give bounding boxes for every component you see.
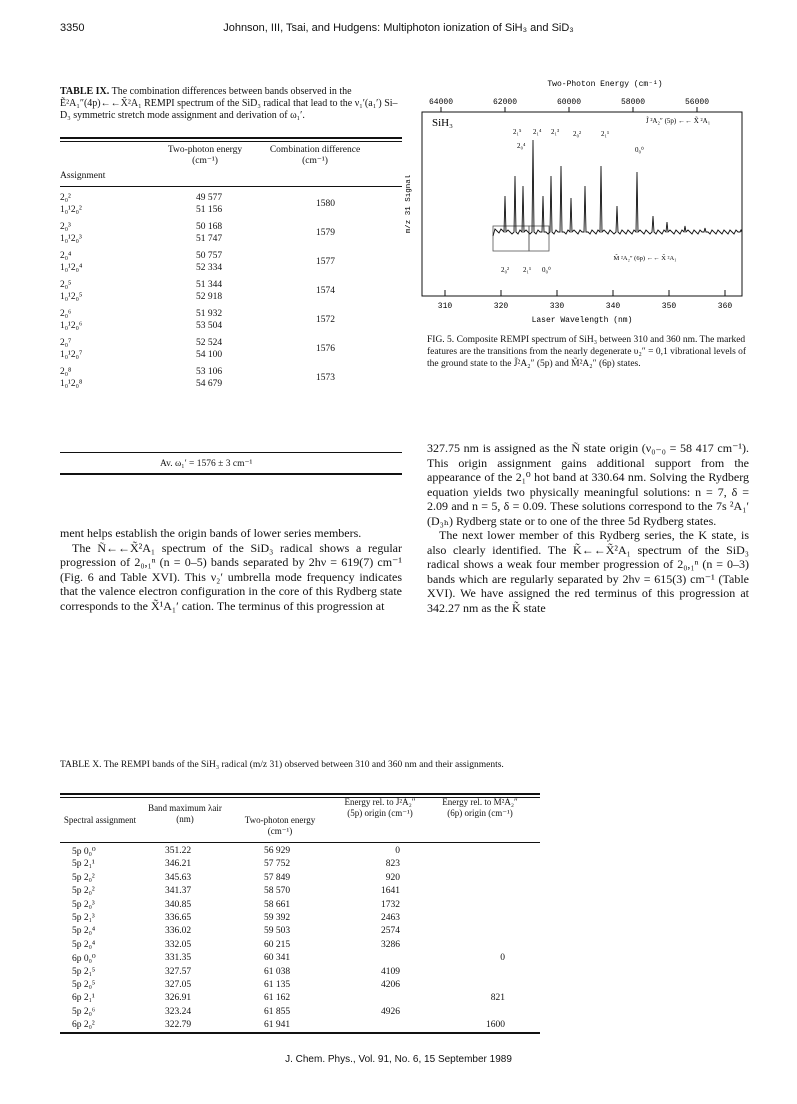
table10-band-maximum: 332.05 xyxy=(165,939,192,950)
table10-row xyxy=(60,967,540,980)
table10-rel-5p: 0 xyxy=(395,846,400,856)
fig5-bottom-ticks xyxy=(438,290,733,311)
table9-assignment: 2₀⁷ xyxy=(60,338,72,348)
table9-body xyxy=(60,193,402,396)
journal-footer: J. Chem. Phys., Vol. 91, No. 6, 15 September 1989 xyxy=(285,1054,512,1065)
table10-band-maximum: 326.91 xyxy=(165,993,192,1004)
left-paragraph-1: ment helps establish the origin bands of lower series members. xyxy=(60,526,362,540)
table10-row xyxy=(60,1020,540,1033)
left-paragraph-2: The Ñ←←X̃²A₁ spectrum of the SiD₃ radical shows a regular progression of 2₀,₁ⁿ (n = 0–5) bands separated by 2hν = 619(7) cm⁻¹ (Fig. 6 and Table XVI). This ν₂′ umbrella mode frequency indicates that the valence electron configuration in the core of this Rydberg state corresponds to the X̃¹A₁′ cation. The terminus of this progression at xyxy=(60,540,402,613)
fig5-lower-band-label: 2₀² xyxy=(501,266,510,274)
table10-assignment: 5p 2₁³ xyxy=(72,913,95,923)
table9-assignment: 2₀³ xyxy=(60,222,71,232)
table9-assignment: 2₀⁸ xyxy=(60,367,72,377)
table9-energy-combination: 54 100 xyxy=(196,350,223,360)
table9-difference: 1572 xyxy=(316,315,335,325)
table10-assignment: 6p 2₀² xyxy=(72,1020,95,1031)
table10-two-photon-energy: 59 503 xyxy=(264,926,291,937)
table10-assignment: 5p 2₀² xyxy=(72,886,95,897)
figure5-spectrum xyxy=(405,76,745,326)
table9-assignment: 2₀⁴ xyxy=(60,251,72,261)
right-column-text xyxy=(427,441,749,615)
table9-difference: 1573 xyxy=(316,373,335,383)
table9-row-group xyxy=(60,280,402,309)
table9-assignment-combination: 1₀¹2₀⁴ xyxy=(60,263,83,273)
table9-top-rule-2 xyxy=(60,141,402,142)
fig5-caption-label: FIG. 5. xyxy=(427,335,455,345)
table10-head-rel5p: Energy rel. to J̃²A₂″ (5p) origin (cm⁻¹) xyxy=(344,797,416,818)
table9-head-difference: Combination difference (cm⁻¹) xyxy=(269,145,361,166)
left-column-text xyxy=(60,526,402,613)
table10-rel-6p: 0 xyxy=(500,953,505,964)
table10-top-rule xyxy=(60,793,540,795)
table10-rel-5p: 3286 xyxy=(381,939,400,950)
table10-two-photon-energy: 61 162 xyxy=(264,993,291,1004)
page-number: 3350 xyxy=(60,22,85,34)
table10-rel-5p: 4109 xyxy=(381,966,400,977)
table10-band-maximum: 340.85 xyxy=(165,899,192,910)
fig5-frame xyxy=(422,112,742,296)
table10-assignment: 5p 2₀³ xyxy=(72,899,95,910)
table9-caption-text: The combination differences between bands observed in the Ẽ²A₁″(4p)←←X̃²A₁ REMPI spectrum of the SiD₃ radical that lead to the ν₁′(a₁′) Si–D₃ symmetric stretch mode assignment and derivation of ω₁′. xyxy=(60,86,398,121)
table9-energy-combination: 51 156 xyxy=(196,205,223,215)
table9-energy-combination: 54 679 xyxy=(196,379,223,389)
table9-caption xyxy=(60,86,402,122)
table9-head-rule xyxy=(60,186,402,187)
fig5-upper-band-label: 2₀² xyxy=(573,130,582,138)
table10-row xyxy=(60,886,540,899)
table10-rel-5p: 1641 xyxy=(381,886,400,897)
table10-row xyxy=(60,953,540,966)
table9-difference: 1580 xyxy=(316,199,335,209)
table10-band-maximum: 336.65 xyxy=(165,913,192,923)
fig5-bottom-tick-label: 320 xyxy=(493,302,509,311)
table10-band-maximum: 323.24 xyxy=(165,1006,192,1017)
table9-assignment-combination: 1₀¹2₀⁸ xyxy=(60,379,83,389)
table9-caption-label: TABLE IX. xyxy=(60,86,110,97)
fig5-bottom-tick-label: 360 xyxy=(717,302,733,311)
table10-assignment: 5p 2₁⁵ xyxy=(72,966,96,977)
fig5-upper-band-label: 0₀⁰ xyxy=(635,146,644,154)
table10-rel-5p: 823 xyxy=(385,859,400,870)
table10-row xyxy=(60,993,540,1006)
table10-band-maximum: 345.63 xyxy=(165,872,192,883)
table10-row xyxy=(60,859,540,872)
table9-assignment-combination: 1₀¹2₀⁵ xyxy=(60,292,83,302)
fig5-upper-band-label: 2₁³ xyxy=(551,128,560,136)
table9-difference: 1576 xyxy=(316,344,335,354)
table9-energy-combination: 52 334 xyxy=(196,263,223,273)
table10-rel-6p: 821 xyxy=(490,993,505,1004)
fig5-lower-band-labels xyxy=(501,266,551,274)
table10-row xyxy=(60,873,540,886)
table10-assignment: 6p 0₀⁰ xyxy=(72,954,96,965)
table10-band-maximum: 327.05 xyxy=(165,980,192,990)
table10-two-photon-energy: 61 855 xyxy=(264,1006,291,1017)
figure5-caption xyxy=(427,334,749,370)
fig5-top-axis-label: Two-Photon Energy (cm⁻¹) xyxy=(547,80,663,89)
table10-two-photon-energy: 57 752 xyxy=(264,859,291,870)
table9-row-group xyxy=(60,338,402,367)
table10-rel-5p: 2574 xyxy=(381,926,400,937)
table10-two-photon-energy: 56 929 xyxy=(264,846,291,856)
table10-head-band: Band maximum λair (nm) xyxy=(148,803,222,824)
table10-assignment: 5p 2₀² xyxy=(72,872,95,883)
table9-row-group xyxy=(60,222,402,251)
table9-assignment-combination: 1₀¹2₀⁶ xyxy=(60,321,83,331)
table9-energy: 50 757 xyxy=(196,251,223,261)
fig5-top-tick-label: 62000 xyxy=(492,98,518,107)
fig5-y-label: m/z 31 Signal xyxy=(405,174,413,234)
running-head: Johnson, III, Tsai, and Hudgens: Multiphoton ionization of SiH₃ and SiD₃ xyxy=(223,22,574,34)
table10-assignment: 5p 2₀⁵ xyxy=(72,980,96,990)
fig5-caption-text: Composite REMPI spectrum of SiH₃ between 310 and 360 nm. The marked features are the transitions from the nearly degenerate υ₂″ = 0,1 vibrational levels of the ground state to the J̃²A₂″ (5p) and M̃²A₂″ (6p) states. xyxy=(427,335,747,369)
table9-assignment-combination: 1₀¹2₀³ xyxy=(60,234,82,244)
table9-row-group xyxy=(60,367,402,396)
table9-energy: 52 524 xyxy=(196,338,223,348)
table10-rel-5p: 4206 xyxy=(381,980,400,990)
table10-row xyxy=(60,846,540,859)
fig5-top-tick-label: 64000 xyxy=(428,98,454,107)
fig5-bottom-tick-label: 350 xyxy=(661,302,677,311)
table9-difference: 1577 xyxy=(316,257,335,267)
table9-assignment: 2₀⁵ xyxy=(60,280,72,290)
table9-head-assignment: Assignment xyxy=(60,171,106,181)
right-paragraph-2: The next lower member of this Rydberg series, the K state, is also clearly identified. The K̃←←X̃²A₁ spectrum of the SiD₃ radical shows a weak four member progression of 2₀,₁ⁿ (n = 0–3) bands which are regularly separated by 2hν = 615(3) cm⁻¹ (Table XVI). We have assigned the red terminus of this progression at 342.27 nm as the K̃ state xyxy=(427,528,749,615)
table10-two-photon-energy: 58 661 xyxy=(264,899,291,910)
table10-two-photon-energy: 61 135 xyxy=(264,980,291,990)
table10-assignment: 5p 2₀⁴ xyxy=(72,939,96,950)
table9-energy: 51 932 xyxy=(196,309,223,319)
fig5-top-ticks xyxy=(429,98,709,112)
fig5-upper-series-label: J̃ ²A₂″ (5p) ←← X̃ ²A₁ xyxy=(645,117,711,125)
table9-row-group xyxy=(60,251,402,280)
fig5-lower-series-label: M̃ ²A₂″ (6p) ←← X̃ ²A₁ xyxy=(613,255,677,262)
table10-caption-text: The REMPI bands of the SiH₃ radical (m/z 31) observed between 310 and 360 nm and their assignments. xyxy=(103,760,504,770)
table9-head-energy: Two-photon energy (cm⁻¹) xyxy=(167,145,243,166)
table10-band-maximum: 346.21 xyxy=(165,859,192,870)
table10-row xyxy=(60,1007,540,1020)
fig5-spectrum-trace xyxy=(493,140,742,236)
fig5-species: SiH₃ xyxy=(432,117,453,129)
table10-two-photon-energy: 60 341 xyxy=(264,953,291,964)
fig5-top-tick-label: 58000 xyxy=(620,98,646,107)
table9-avg-rule xyxy=(60,452,402,453)
table10-band-maximum: 336.02 xyxy=(165,926,192,937)
fig5-upper-band-label: 2₀⁴ xyxy=(517,142,526,150)
table10-head-assignment: Spectral assignment xyxy=(63,815,137,825)
table10-caption-label: TABLE X. xyxy=(60,760,102,770)
table10-assignment: 5p 2₀⁴ xyxy=(72,926,96,937)
table10-two-photon-energy: 60 215 xyxy=(264,939,291,950)
table9-difference: 1579 xyxy=(316,228,335,238)
table9-energy: 49 577 xyxy=(196,193,223,203)
table10-band-maximum: 327.57 xyxy=(165,966,192,977)
table10-rel-5p: 920 xyxy=(385,872,400,883)
table10-head-twophoton: Two-photon energy (cm⁻¹) xyxy=(244,815,316,836)
table10-assignment: 5p 2₀⁶ xyxy=(72,1006,96,1017)
table9-energy-combination: 53 504 xyxy=(196,321,223,331)
table10-band-maximum: 341.37 xyxy=(165,886,192,897)
table10-two-photon-energy: 61 038 xyxy=(264,966,291,977)
table10-row xyxy=(60,900,540,913)
table10-row xyxy=(60,926,540,939)
fig5-lower-band-label: 2₁¹ xyxy=(523,266,532,274)
table10-row xyxy=(60,913,540,926)
table10-row xyxy=(60,940,540,953)
right-paragraph-1: 327.75 nm is assigned as the Ñ state origin (ν₀₋₀ = 58 417 cm⁻¹). This origin assignment gains additional support from the appearance of the 2₁⁰ hot band at 330.64 nm. Solving the Rydberg equation yields two physically meaningful solutions: n = 7, δ = 2.09 and n = 5, δ = 0.09. These solutions correspond to the 7s ²A₁′ (D₃ₕ) Rydberg state or to one of the three 5d Rydberg states. xyxy=(427,441,749,528)
table9-assignment-combination: 1₀¹2₀⁷ xyxy=(60,350,83,360)
table10-row xyxy=(60,980,540,993)
table9-energy: 50 168 xyxy=(196,222,223,232)
table9-assignment-combination: 1₀¹2₀² xyxy=(60,205,82,215)
table9-row-group xyxy=(60,309,402,338)
table9-assignment: 2₀² xyxy=(60,193,71,203)
table9-energy-combination: 51 747 xyxy=(196,234,223,244)
table10-rel-5p: 2463 xyxy=(381,913,400,923)
table10-caption xyxy=(60,759,700,771)
table9-energy: 53 106 xyxy=(196,367,223,377)
fig5-upper-band-label: 2₁⁵ xyxy=(513,128,522,136)
fig5-bottom-tick-label: 330 xyxy=(549,302,565,311)
table10-band-maximum: 322.79 xyxy=(165,1020,192,1031)
table10-band-maximum: 351.22 xyxy=(165,846,192,856)
table9-bottom-rule xyxy=(60,473,402,475)
fig5-lower-band-label: 0₀⁰ xyxy=(542,266,551,274)
table9-energy: 51 344 xyxy=(196,280,223,290)
fig5-upper-band-label: 2₁¹ xyxy=(601,130,610,138)
table9-difference: 1574 xyxy=(316,286,335,296)
table10-rel-5p: 1732 xyxy=(381,899,400,910)
table9-top-rule xyxy=(60,137,402,139)
table10-head-rule xyxy=(60,842,540,843)
fig5-bottom-tick-label: 310 xyxy=(437,302,453,311)
fig5-upper-band-label: 2₁⁴ xyxy=(533,128,542,136)
table10-rel-5p: 4926 xyxy=(381,1006,400,1017)
table9-average: Av. ω₁′ = 1576 ± 3 cm⁻¹ xyxy=(160,459,253,469)
table10-assignment: 6p 2₁¹ xyxy=(72,993,95,1004)
table9-energy-combination: 52 918 xyxy=(196,292,223,302)
table10-two-photon-energy: 61 941 xyxy=(264,1020,291,1031)
table10-two-photon-energy: 57 849 xyxy=(264,872,291,883)
table10-two-photon-energy: 59 392 xyxy=(264,913,291,923)
table10-assignment: 5p 0₀⁰ xyxy=(72,847,96,857)
table9-assignment: 2₀⁶ xyxy=(60,309,72,319)
table10-assignment: 5p 2₁¹ xyxy=(72,859,95,870)
table9-row-group xyxy=(60,193,402,222)
fig5-bottom-axis-label: Laser Wavelength (nm) xyxy=(531,316,633,325)
table10-band-maximum: 331.35 xyxy=(165,953,192,964)
fig5-top-tick-label: 56000 xyxy=(684,98,710,107)
fig5-top-tick-label: 60000 xyxy=(556,98,582,107)
table10-rel-6p: 1600 xyxy=(486,1020,505,1031)
table10-head-rel6p: Energy rel. to M̃²A₂″ (6p) origin (cm⁻¹) xyxy=(442,797,518,818)
fig5-bottom-tick-label: 340 xyxy=(605,302,621,311)
table10-two-photon-energy: 58 570 xyxy=(264,886,291,897)
